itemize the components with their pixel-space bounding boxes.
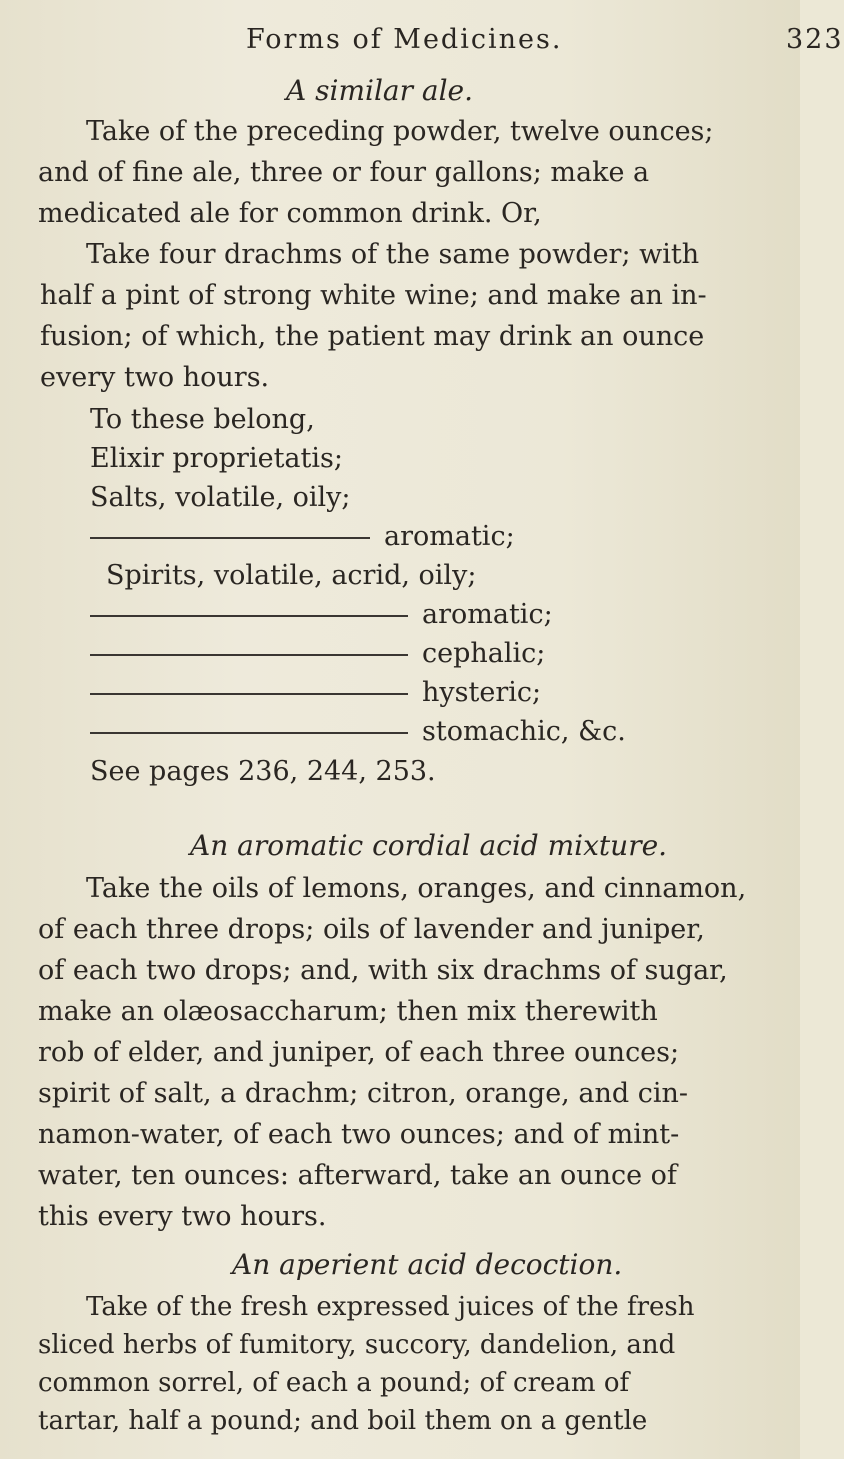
text-line: and of fine ale, three or four gallons; make a: [38, 157, 650, 188]
text-line: fusion; of which, the patient may drink an ounce: [40, 321, 705, 352]
running-head: [246, 24, 844, 64]
text-line: this every two hours.: [38, 1201, 327, 1232]
list-line-aromatic: aromatic;: [90, 599, 553, 630]
ditto-rule: [90, 693, 408, 695]
text-line: every two hours.: [40, 362, 270, 393]
list-line-aromatic: aromatic;: [90, 521, 515, 552]
page-number: 323: [786, 24, 844, 55]
text-line: Take of the preceding powder, twelve ounces;: [86, 116, 714, 147]
text-line: of each three drops; oils of lavender and juniper,: [38, 914, 705, 945]
text-line: namon-water, of each two ounces; and of mint-: [38, 1119, 680, 1150]
list-line-stomachic: stomachic, &c.: [90, 716, 626, 747]
text-line: medicated ale for common drink. Or,: [38, 198, 542, 229]
text-line: make an olæosaccharum; then mix therewith: [38, 996, 658, 1027]
text-line: Take four drachms of the same powder; with: [86, 239, 700, 270]
ditto-rule: [90, 537, 370, 539]
text-line: water, ten ounces: afterward, take an ounce of: [38, 1160, 677, 1191]
text-line: Take the oils of lemons, oranges, and cinnamon,: [86, 873, 747, 904]
list-line-hysteric: hysteric;: [90, 677, 541, 708]
text-line: common sorrel, of each a pound; of cream of: [38, 1368, 630, 1398]
ditto-rule: [90, 732, 408, 734]
section-heading-aperient-decoction: An aperient acid decoction.: [232, 1248, 623, 1281]
text-line: half a pint of strong white wine; and make an in-: [40, 280, 707, 311]
list-line-cephalic: cephalic;: [90, 638, 545, 669]
text-line: rob of elder, and juniper, of each three ounces;: [38, 1037, 680, 1068]
text-line: See pages 236, 244, 253.: [90, 756, 436, 787]
running-head-title: Forms of Medicines.: [246, 24, 563, 55]
text-line: sliced herbs of fumitory, succory, dandelion, and: [38, 1330, 676, 1360]
text-line: spirit of salt, a drachm; citron, orange, and cin-: [38, 1078, 688, 1109]
section-heading-aromatic-mixture: An aromatic cordial acid mixture.: [190, 829, 668, 862]
text-line: Salts, volatile, oily;: [90, 482, 351, 513]
text-line: Elixir proprietatis;: [90, 443, 343, 474]
ditto-rule: [90, 654, 408, 656]
ditto-rule: [90, 615, 408, 617]
text-line: tartar, half a pound; and boil them on a gentle: [38, 1406, 648, 1436]
text-line: Spirits, volatile, acrid, oily;: [106, 560, 477, 591]
text-line: Take of the fresh expressed juices of the fresh: [86, 1292, 695, 1322]
text-line: of each two drops; and, with six drachms of sugar,: [38, 955, 728, 986]
section-heading-similar-ale: A similar ale.: [286, 74, 474, 107]
text-line: To these belong,: [90, 404, 315, 435]
